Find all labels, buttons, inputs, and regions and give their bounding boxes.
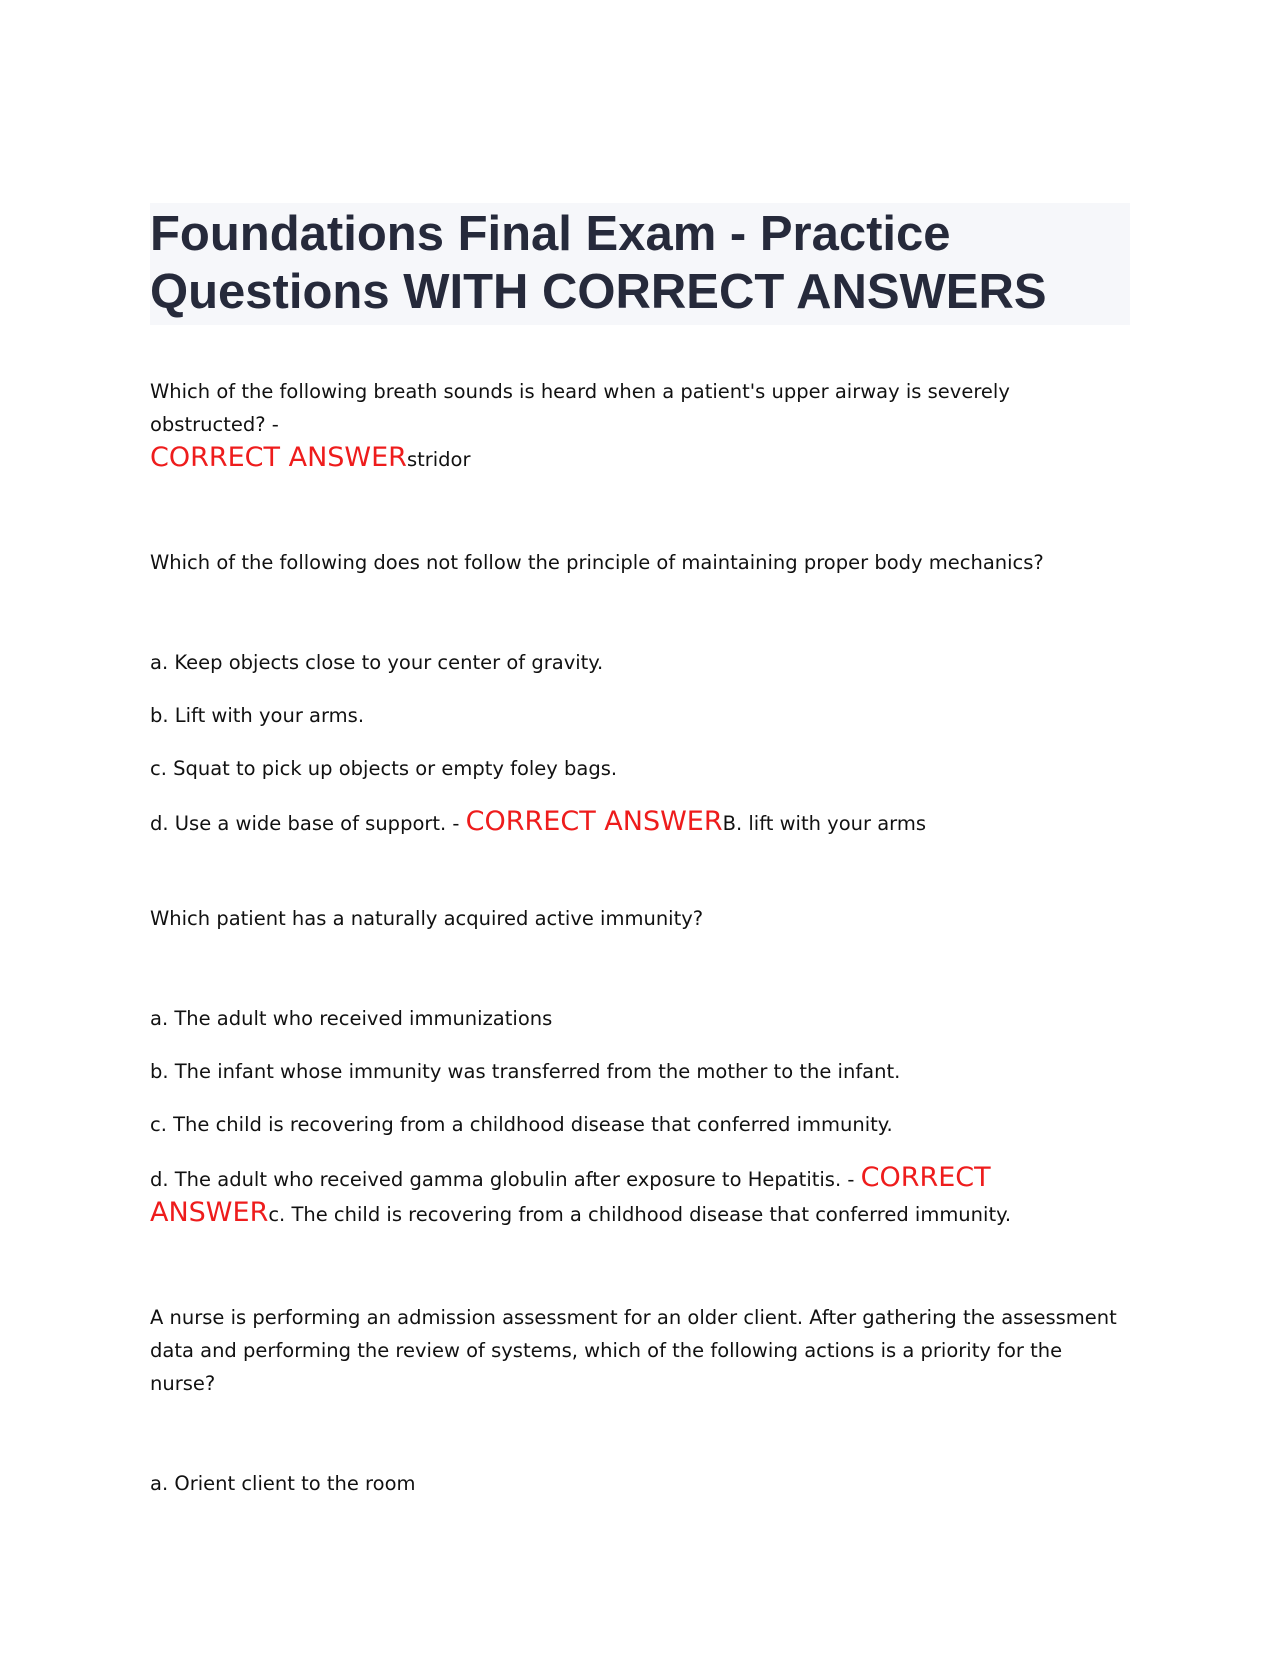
question-2-option-d: [150, 805, 1130, 840]
correct-answer-label: CORRECT ANSWER: [150, 1162, 991, 1228]
question-2: [150, 546, 1130, 840]
question-2-option-b: b. Lift with your arms.: [150, 704, 365, 727]
question-2-option-d-text: d. Use a wide base of support. -: [150, 812, 460, 835]
question-1-prompt: Which of the following breath sounds is heard when a patient's upper airway is severely obstructed? -: [150, 380, 1010, 436]
document-title: Foundations Final Exam - Practice Questions WITH CORRECT ANSWERS: [150, 207, 1047, 319]
question-3-option-d-text: d. The adult who received gamma globulin after exposure to Hepatitis. -: [150, 1168, 855, 1191]
question-2-option-a: a. Keep objects close to your center of gravity.: [150, 651, 604, 674]
document-page: [150, 203, 1130, 1500]
title-banner: [150, 203, 1130, 325]
correct-answer-label: CORRECT ANSWER: [150, 442, 407, 473]
question-1: [150, 375, 1130, 476]
question-3-option-b: b. The infant whose immunity was transferred from the mother to the infant.: [150, 1060, 901, 1083]
question-3-option-d: [150, 1161, 1130, 1231]
question-3: [150, 902, 1130, 1231]
question-2-text: Which of the following does not follow the principle of maintaining proper body mechanics?: [150, 551, 1044, 574]
question-3-text: Which patient has a naturally acquired active immunity?: [150, 907, 704, 930]
correct-answer-label: CORRECT ANSWER: [465, 806, 723, 837]
question-1-text: [150, 375, 1130, 476]
question-4: [150, 1301, 1130, 1500]
question-3-option-c: c. The child is recovering from a childhood disease that conferred immunity.: [150, 1113, 893, 1136]
question-3-option-a: a. The adult who received immunizations: [150, 1007, 553, 1030]
question-2-option-c: c. Squat to pick up objects or empty foley bags.: [150, 757, 618, 780]
question-2-answer: B. lift with your arms: [722, 812, 926, 835]
question-1-answer: stridor: [406, 448, 471, 471]
question-4-option-a: a. Orient client to the room: [150, 1472, 416, 1495]
question-4-text: A nurse is performing an admission assessment for an older client. After gathering the assessment data and performing the review of systems, which of the following actions is a priority for the nurse?: [150, 1306, 1117, 1395]
question-3-answer: c. The child is recovering from a childhood disease that conferred immunity.: [268, 1203, 1012, 1226]
